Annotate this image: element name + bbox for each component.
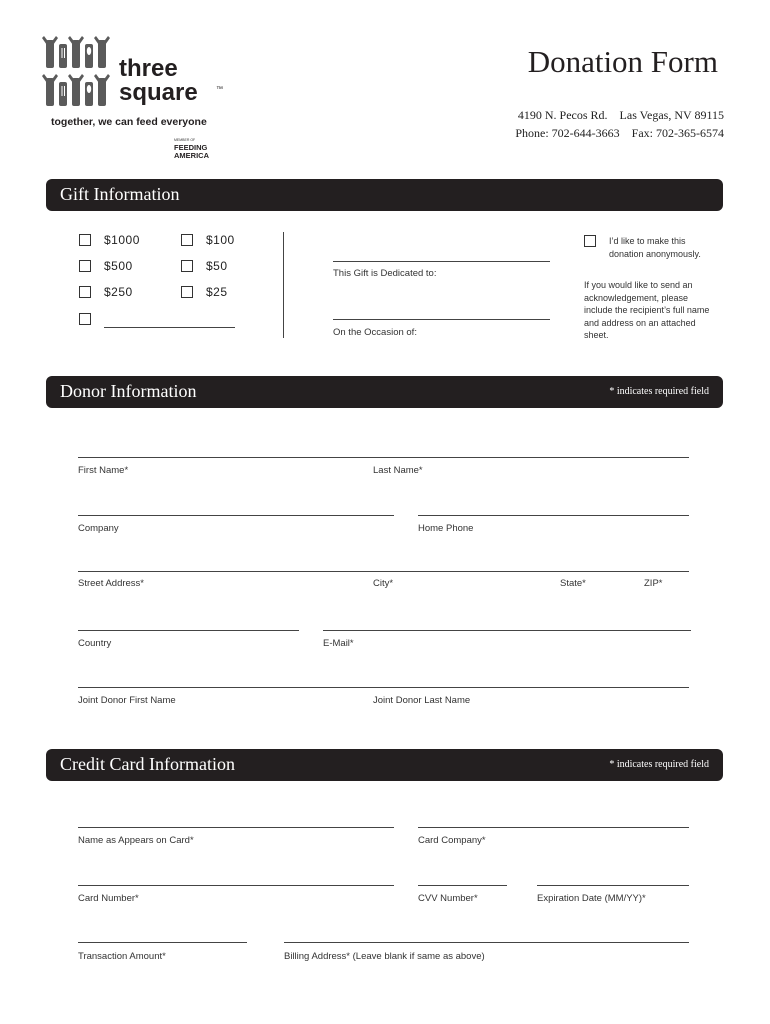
joint-donor-input-line[interactable] [78, 687, 689, 688]
donor-required-note: * indicates required field [609, 386, 709, 397]
card-number-label: Card Number* [78, 893, 139, 904]
credit-card-information-title: Credit Card Information [60, 754, 235, 774]
name-on-card-input[interactable] [78, 827, 394, 828]
country-input[interactable] [78, 630, 299, 631]
anonymous-checkbox[interactable] [584, 235, 596, 247]
amount-500-label: $500 [104, 259, 133, 273]
joint-first-name-label: Joint Donor First Name [78, 695, 176, 706]
feeding-america-logo [174, 144, 209, 160]
logo-word-square: square [119, 79, 198, 106]
feeding-america-word-feeding: FEEDING [174, 143, 208, 152]
address-input-line[interactable] [78, 571, 689, 572]
card-required-note: * indicates required field [609, 759, 709, 770]
billing-address-label: Billing Address* (Leave blank if same as above) [284, 951, 485, 962]
state-label: State* [560, 578, 586, 589]
company-label: Company [78, 523, 119, 534]
amount-50-label: $50 [206, 259, 228, 273]
organization-address: 4190 N. Pecos Rd. Las Vegas, NV 89115 [517, 108, 724, 122]
expiration-input[interactable] [537, 885, 689, 886]
dedicated-to-input[interactable] [333, 261, 550, 262]
logo-tagline: together, we can feed everyone [51, 116, 207, 128]
amount-25-checkbox[interactable] [181, 286, 193, 298]
gift-information-title: Gift Information [60, 184, 180, 204]
gift-divider [283, 232, 284, 338]
acknowledgement-note: If you would like to send an acknowledgement, please include the recipient’s full name and address on an attached sheet. [584, 280, 710, 340]
cvv-label: CVV Number* [418, 893, 478, 904]
anonymous-label: I’d like to make this donation anonymously. [609, 236, 701, 259]
occasion-input[interactable] [333, 319, 550, 320]
amount-25-label: $25 [206, 285, 228, 299]
credit-card-information-header [46, 749, 723, 781]
city-label: City* [373, 578, 394, 589]
amount-other-checkbox[interactable] [79, 313, 91, 325]
expiration-label: Expiration Date (MM/YY)* [537, 893, 646, 904]
three-square-logo-icon [42, 34, 112, 108]
logo-word-three: three [119, 55, 178, 82]
occasion-label: On the Occasion of: [333, 327, 417, 338]
name-on-card-label: Name as Appears on Card* [78, 835, 194, 846]
amount-500-checkbox[interactable] [79, 260, 91, 272]
donor-information-header [46, 376, 723, 408]
logo [42, 34, 232, 164]
amount-50-checkbox[interactable] [181, 260, 193, 272]
amount-1000-checkbox[interactable] [79, 234, 91, 246]
page-title: Donation Form [527, 44, 718, 79]
home-phone-label: Home Phone [418, 523, 474, 534]
last-name-label: Last Name* [373, 465, 423, 476]
logo-trademark: ™ [216, 86, 223, 93]
street-address-label: Street Address* [78, 578, 145, 589]
card-company-label: Card Company* [418, 835, 486, 846]
donor-information-title: Donor Information [60, 381, 197, 401]
email-input[interactable] [323, 630, 691, 631]
amount-1000-label: $1000 [104, 233, 140, 247]
cvv-input[interactable] [418, 885, 507, 886]
card-number-input[interactable] [78, 885, 394, 886]
name-input-line[interactable] [78, 457, 689, 458]
card-company-input[interactable] [418, 827, 689, 828]
country-label: Country [78, 638, 112, 649]
amount-other-input[interactable] [104, 327, 235, 328]
amount-100-checkbox[interactable] [181, 234, 193, 246]
dedicated-to-label: This Gift is Dedicated to: [333, 268, 437, 279]
email-label: E-Mail* [323, 638, 354, 649]
first-name-label: First Name* [78, 465, 129, 476]
organization-phone-fax: Phone: 702-644-3663 Fax: 702-365-6574 [515, 126, 724, 140]
zip-label: ZIP* [644, 578, 663, 589]
amount-100-label: $100 [206, 233, 235, 247]
transaction-amount-label: Transaction Amount* [78, 951, 166, 962]
joint-last-name-label: Joint Donor Last Name [373, 695, 471, 706]
transaction-amount-input[interactable] [78, 942, 247, 943]
feeding-america-member-of: MEMBER OF [174, 138, 196, 142]
amount-250-label: $250 [104, 285, 133, 299]
company-input[interactable] [78, 515, 394, 516]
gift-information-header [46, 179, 723, 211]
feeding-america-word-america: AMERICA [174, 151, 209, 160]
billing-address-input[interactable] [284, 942, 689, 943]
amount-250-checkbox[interactable] [79, 286, 91, 298]
home-phone-input[interactable] [418, 515, 689, 516]
